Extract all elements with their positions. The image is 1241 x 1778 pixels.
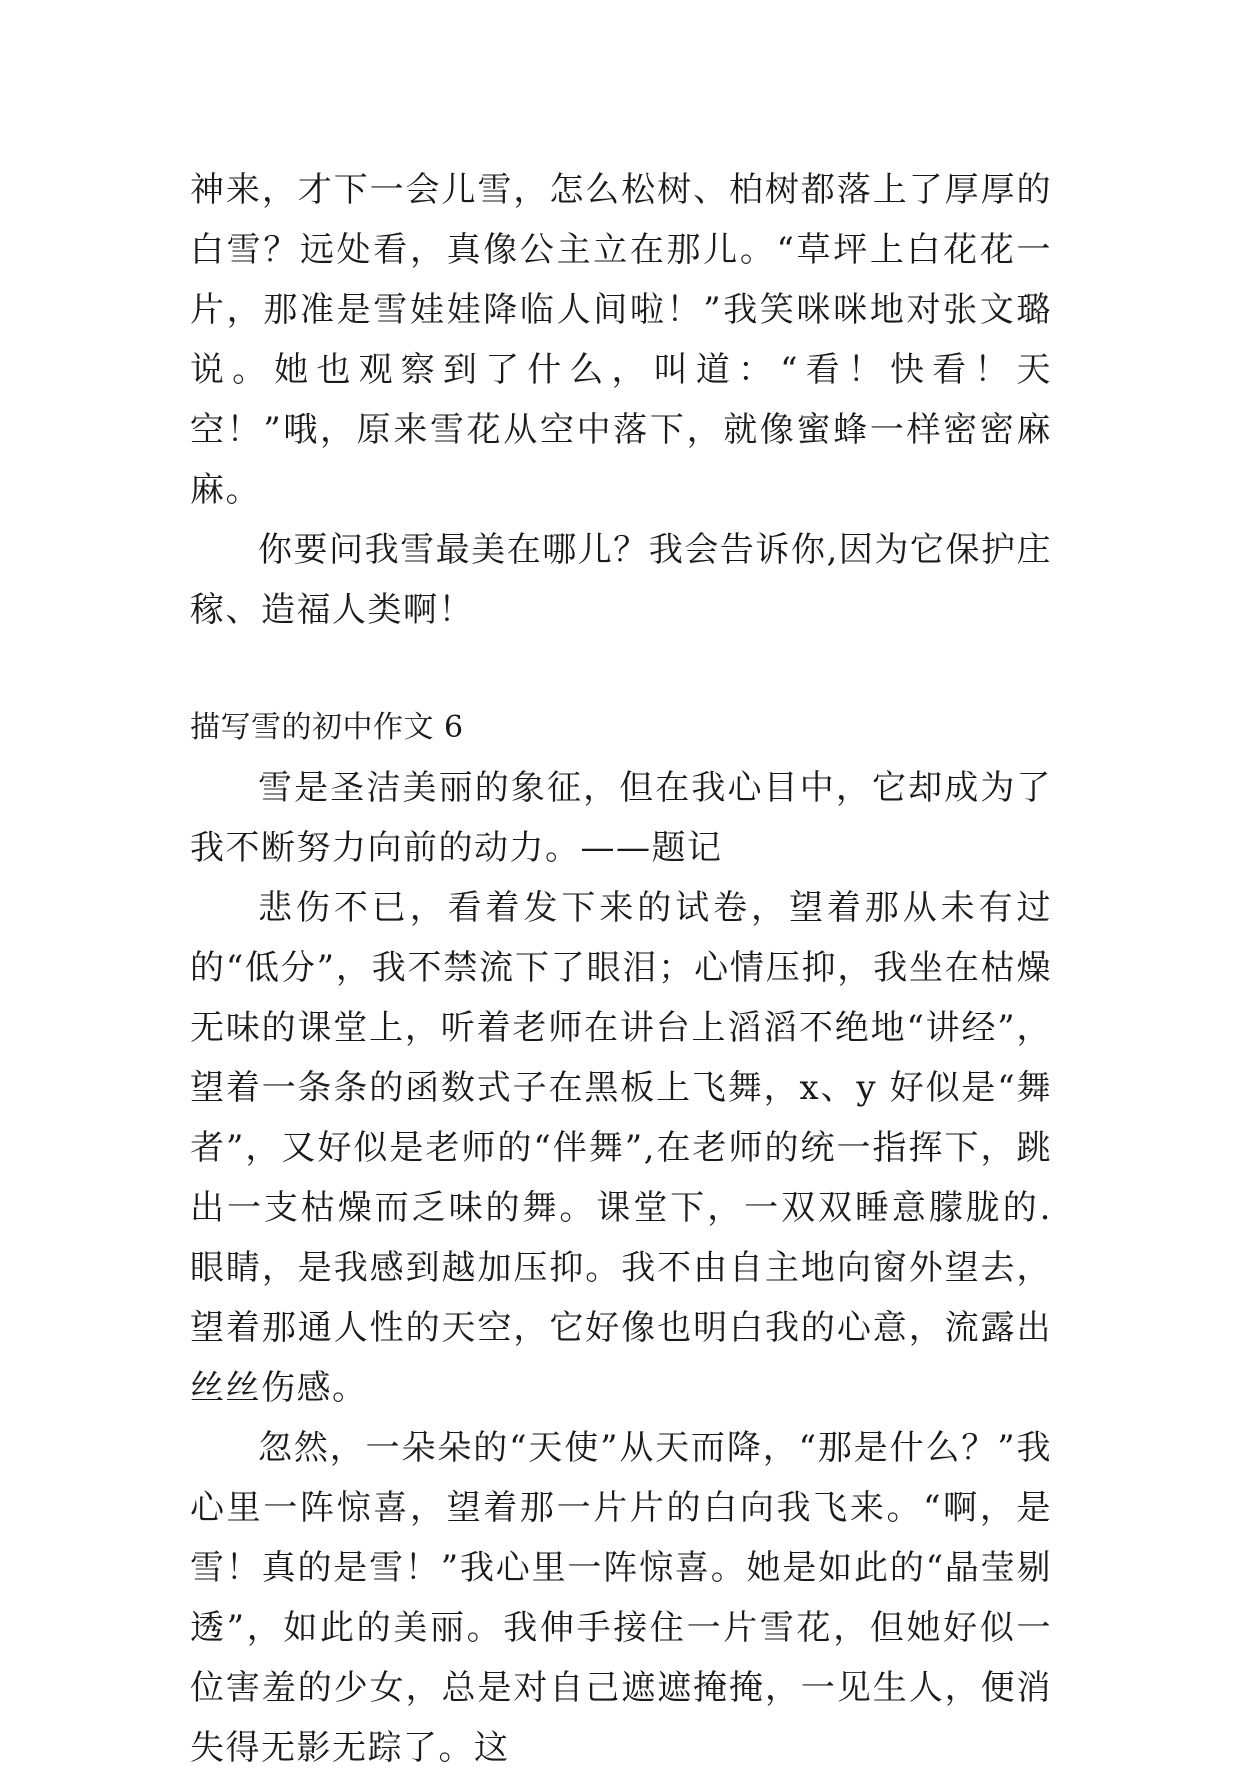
document-page xyxy=(190,160,1052,1778)
paragraph-epigraph: 雪是圣洁美丽的象征，但在我心目中，它却成为了我不断努力向前的动力。——题记 xyxy=(190,768,1052,868)
paragraph-continuation: 神来，才下一会儿雪，怎么松树、柏树都落上了厚厚的白雪？远处看，真像公主立在那儿。“草坪上白花花一片，那准是雪娃娃降临人间啦！”我笑咪咪地对张文璐说。她也观察到了什么，叫道：“看！快看！天空！”哦，原来雪花从空中落下，就像蜜蜂一样密密麻麻。 xyxy=(190,170,1052,510)
paragraph-conclusion: 你要问我雪最美在哪儿？我会告诉你,因为它保护庄稼、造福人类啊！ xyxy=(190,530,1052,630)
paragraph-body: 忽然，一朵朵的“天使”从天而降，“那是什么？”我心里一阵惊喜，望着那一片片的白向我飞来。“啊，是雪！真的是雪！”我心里一阵惊喜。她是如此的“晶莹剔透”，如此的美丽。我伸手接住一片雪花，但她好似一位害羞的少女，总是对自己遮遮掩掩，一见生人，便消失得无影无踪了。这 xyxy=(190,1428,1052,1768)
paragraph-body: 悲伤不已，看着发下来的试卷，望着那从未有过的“低分”，我不禁流下了眼泪；心情压抑，我坐在枯燥无味的课堂上，听着老师在讲台上滔滔不绝地“讲经”，望着一条条的函数式子在黑板上飞舞，x、y 好似是“舞者”，又好似是老师的“伴舞”,在老师的统一指挥下，跳出一支枯燥而乏味的舞。课堂下，一双双睡意朦胧的.眼睛，是我感到越加压抑。我不由自主地向窗外望去，望着那通人性的天空，它好像也明白我的心意，流露出丝丝伤感。 xyxy=(190,888,1052,1408)
essay-title: 描写雪的初中作文 6 xyxy=(190,710,464,745)
